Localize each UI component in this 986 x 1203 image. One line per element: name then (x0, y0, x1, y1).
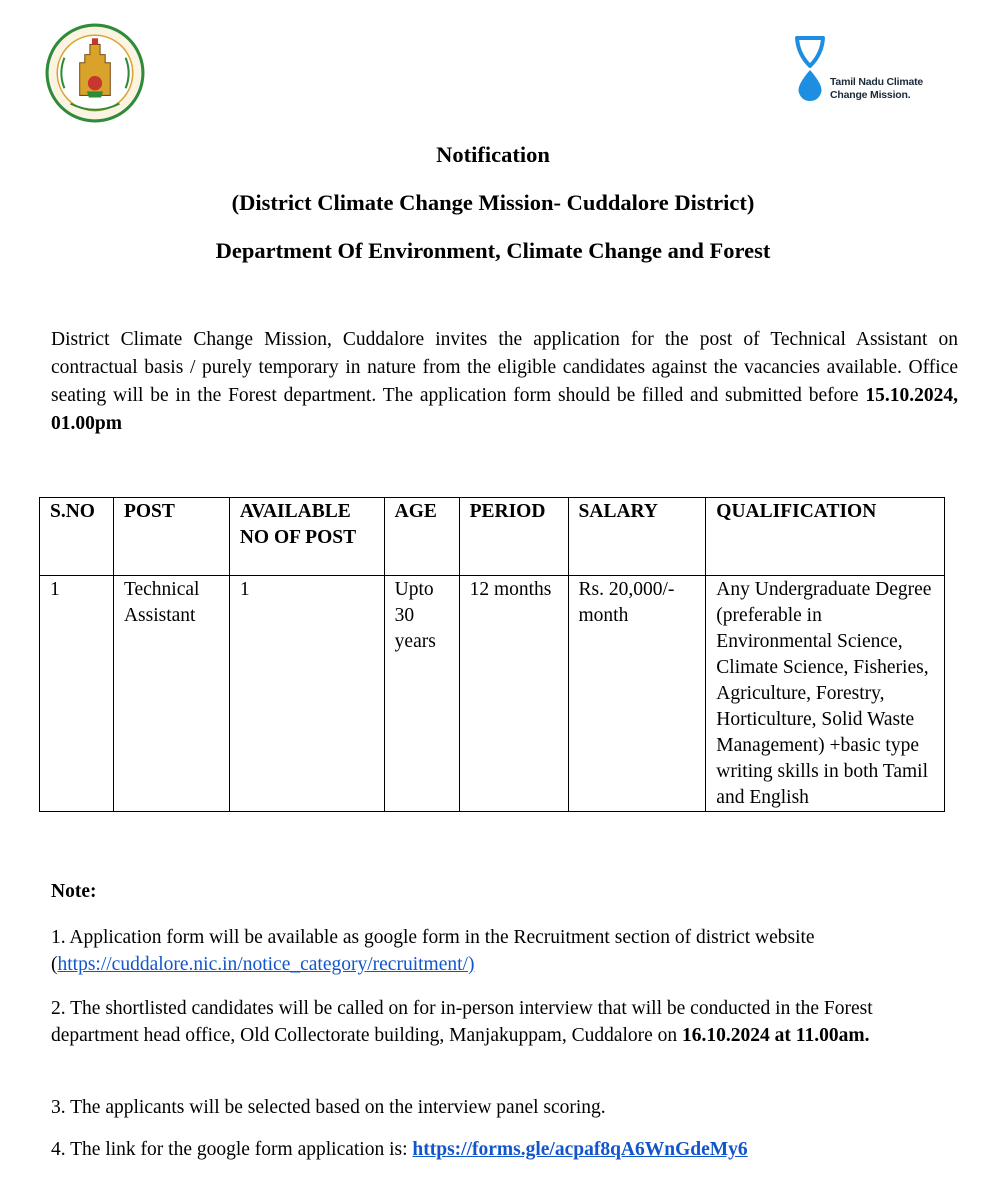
note-heading: Note: (51, 881, 97, 902)
notification-title: Notification (436, 142, 550, 167)
col-post: POST (113, 498, 229, 576)
cell-post: Technical Assistant (113, 576, 229, 812)
col-period: PERIOD (459, 498, 568, 576)
note-4-text: 4. The link for the google form application is: (51, 1139, 413, 1160)
note-item-2 (51, 995, 956, 1049)
col-age: AGE (384, 498, 459, 576)
note-item-1 (51, 924, 956, 978)
climate-mission-logo (790, 36, 940, 106)
district-mission-subtitle: (District Climate Change Mission- Cuddalore District) (231, 190, 755, 215)
note-item-3: 3. The applicants will be selected based on the interview panel scoring. (51, 1097, 606, 1118)
tamil-nadu-emblem-icon (44, 22, 146, 124)
mission-name-line2: Change Mission. (830, 89, 911, 101)
hourglass-water-drop-icon (794, 36, 826, 104)
mission-name-line1: Tamil Nadu Climate (830, 76, 924, 88)
note-2-text: 2. The shortlisted candidates will be called on for in-person interview that will be conducted in the Forest department head office, Old Collectorate building, Manjakuppam, Cuddalore on (51, 998, 873, 1046)
table-row (40, 576, 945, 812)
interview-date: 16.10.2024 at 11.00am. (682, 1025, 870, 1046)
note-1-text: 1. Application form will be available as google form in the Recruitment section of district website ( (51, 927, 815, 975)
col-salary: SALARY (568, 498, 706, 576)
department-title: Department Of Environment, Climate Change and Forest (215, 238, 771, 263)
cell-available: 1 (229, 576, 384, 812)
google-form-link[interactable]: https://forms.gle/acpaf8qA6WnGdeMy6 (412, 1139, 748, 1160)
col-available: AVAILABLE NO OF POST (229, 498, 384, 576)
intro-paragraph (51, 326, 958, 438)
vacancy-table (39, 497, 945, 812)
mission-name (830, 76, 923, 102)
col-qualification: QUALIFICATION (706, 498, 945, 576)
table-header-row (40, 498, 945, 576)
cell-sno: 1 (40, 576, 114, 812)
application-deadline: 15.10.2024, 01.00pm (51, 385, 958, 434)
note-item-4 (51, 1136, 956, 1163)
cell-period: 12 months (459, 576, 568, 812)
intro-text: District Climate Change Mission, Cuddalore invites the application for the post of Technical Assistant on contractual basis / purely temporary in nature from the eligible candidates against the vacancies available. Office seating will be in the Forest department. The application form should be filled and submitted before (51, 329, 958, 406)
recruitment-page-link[interactable]: https://cuddalore.nic.in/notice_category/recruitment/) (57, 954, 475, 975)
cell-age: Upto 30 years (384, 576, 459, 812)
cell-salary: Rs. 20,000/- month (568, 576, 706, 812)
cell-qualification: Any Undergraduate Degree (preferable in Environmental Science, Climate Science, Fisheries, Agriculture, Forestry, Horticulture, Solid Waste Management) +basic type writing skills in both Tamil and English (706, 576, 945, 812)
col-sno: S.NO (40, 498, 114, 576)
